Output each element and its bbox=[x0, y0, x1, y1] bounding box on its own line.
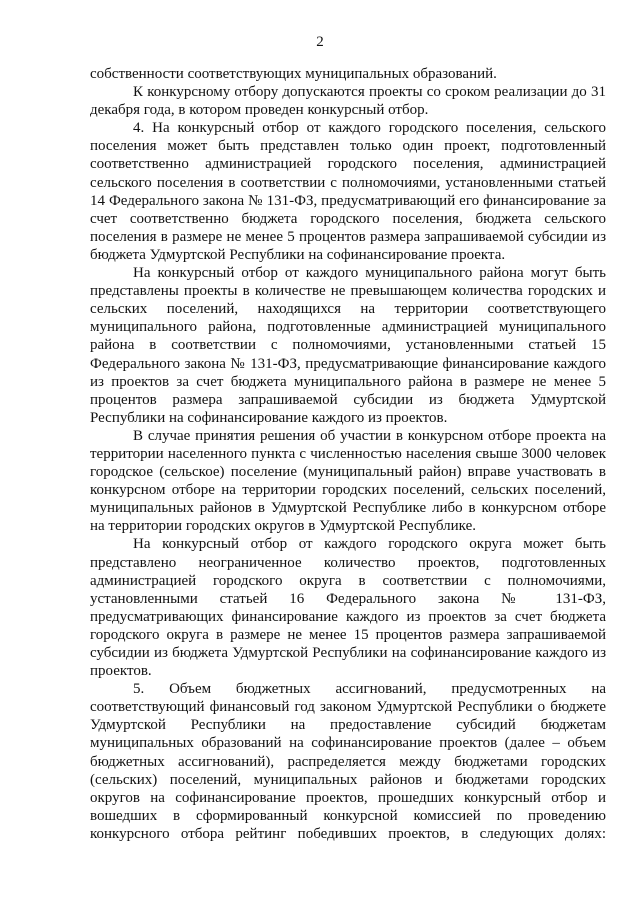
paragraph-population-over-3000: В случае принятия решения об участии в конкурсном отборе проекта на территории населенного пункта с численностью населения свыше 3000 человек городское (сельское) поселение (муниципальный район) вправе участвовать в конкурсном отборе на территории городских поселений, сельских поселений, муниципальных районов в Удмуртской Республике либо в конкурсном отборе на территории городских округов в Удмуртской Республике. bbox=[90, 427, 606, 535]
paragraph-item-5-budget-allocations: 5. Объем бюджетных ассигнований, предусмотренных на соответствующий финансовый год законом Удмуртской Республики о бюджете Удмуртской Республики на предоставление субсидий бюджетам муниципальных образований на софинансирование проектов (далее – объем бюджетных ассигнований), распределяется между бюджетами городских (сельских) поселений, муниципальных районов и бюджетами городских округов на софинансирование проектов, прошедших конкурсный отбор и вошедших в сформированный конкурсной комиссией по проведению конкурсного отбора рейтинг победивших проектов, в следующих долях: bbox=[90, 681, 606, 842]
page-number: 2 bbox=[316, 34, 324, 50]
paragraph-city-districts: На конкурсный отбор от каждого городского округа может быть представлено неограниченное количество проектов, подготовленных администрацией городского округа в соответствии с полномочиями, установленными статьей 16 Федерального закона № 131-ФЗ, предусматривающих финансирование каждого из проектов за счет бюджета городского округа в размере не менее 15 процентов размера запрашиваемой субсидии из бюджета Удмуртской Республики на софинансирование каждого из проектов. bbox=[90, 536, 606, 680]
paragraph-continuation: собственности соответствующих муниципальных образований. bbox=[90, 66, 497, 82]
document-body bbox=[90, 65, 606, 843]
paragraph-deadline: К конкурсному отбору допускаются проекты со сроком реализации до 31 декабря года, в котором проведен конкурсный отбор. bbox=[90, 84, 606, 119]
paragraph-item-4-settlements: 4. На конкурсный отбор от каждого городского поселения, сельского поселения может быть представлен только один проект, подготовленный соответственно администрацией городского поселения, администрацией сельского поселения в соответствии с полномочиями, установленными статьей 14 Федерального закона № 131-ФЗ, предусматривающий его финансирование за счет соответственно бюджета городского поселения, бюджета сельского поселения в размере не менее 5 процентов размера запрашиваемой субсидии из бюджета Удмуртской Республики на софинансирование проекта. bbox=[90, 120, 606, 263]
paragraph-municipal-districts: На конкурсный отбор от каждого муниципального района могут быть представлены проекты в количестве не превышающем количества городских и сельских поселений, находящихся на территории соответствующего муниципального района, подготовленные администрацией муниципального района в соответствии с полномочиями, установленными статьей 15 Федерального закона № 131-ФЗ, предусматривающие финансирование каждого из проектов за счет бюджета муниципального района в размере не менее 5 процентов размера запрашиваемой субсидии из бюджета Удмуртской Республики на софинансирование каждого из проектов. bbox=[90, 265, 606, 426]
